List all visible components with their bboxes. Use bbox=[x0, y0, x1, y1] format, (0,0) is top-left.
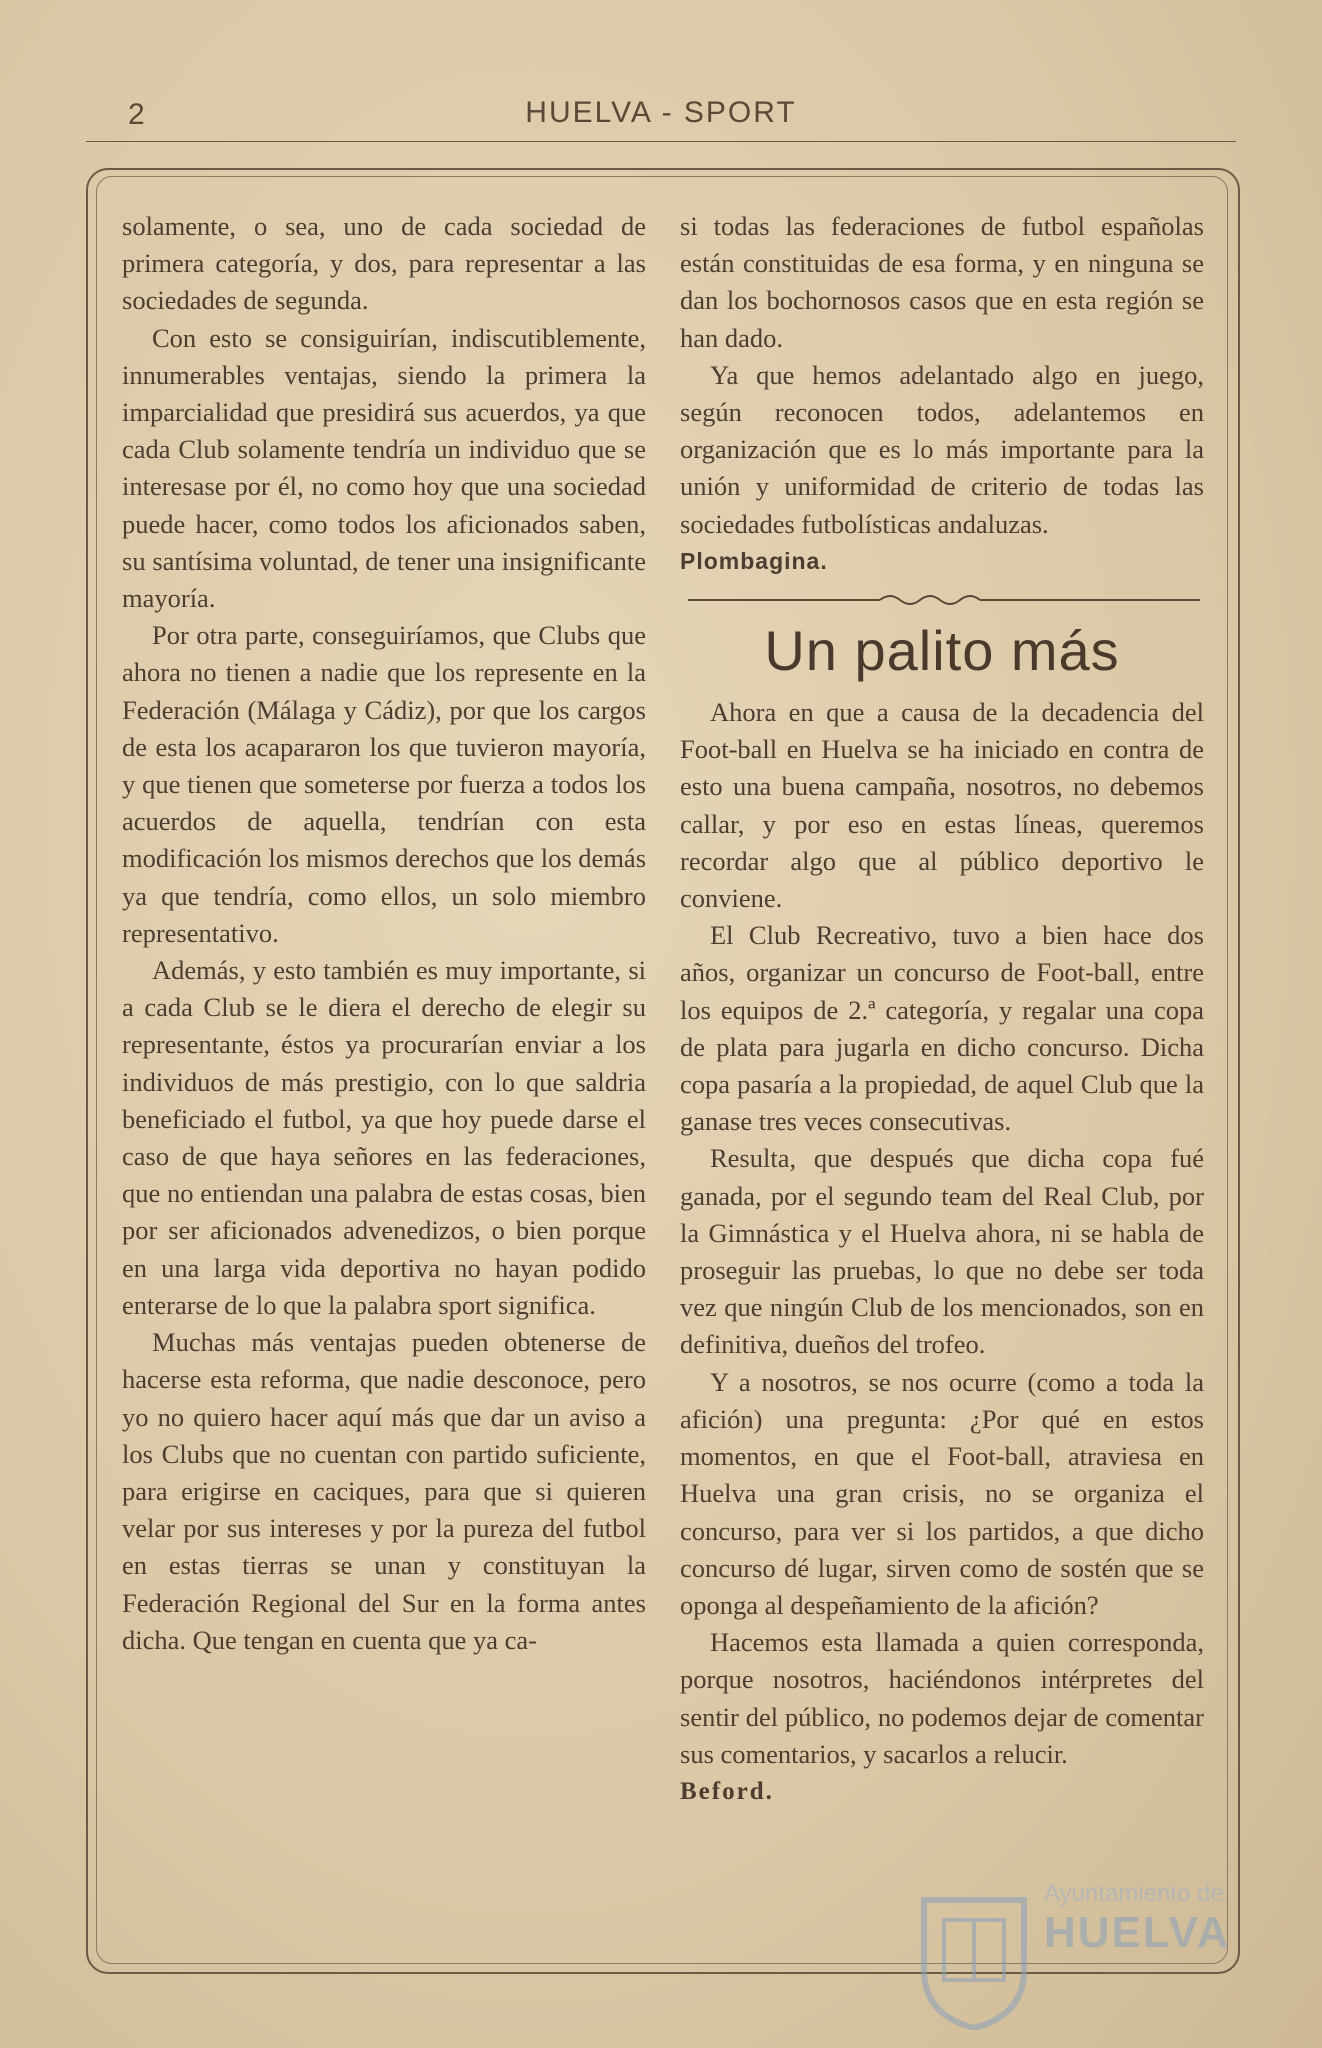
signature-beford: Beford. bbox=[680, 1777, 774, 1805]
right-paragraph: Ya que hemos adelantado algo en juego, según reconocen todos, adelantemos en organización que es lo más importante para la unión y uniformidad de criterio de todas las sociedades futbolísticas andaluzas. bbox=[680, 359, 1204, 539]
right-paragraph: Y a nosotros, se nos ocurre (como a toda la afición) una pregunta: ¿Por qué en estos momentos, en que el Foot-ball, atraviesa en Huelva una gran crisis, no se organiza el concurso, para ver si los partidos, a que dicho concurso dé lugar, sirven como de sostén que se oponga al despeñamiento de la afición? bbox=[680, 1366, 1204, 1620]
archive-watermark bbox=[910, 1880, 1310, 2040]
left-paragraph: Muchas más ventajas pueden obtenerse de hacerse esta reforma, que nadie desconoce, pero yo no quiero hacer aquí más que dar un aviso a los Clubs que no cuentan con partido suficiente, para erigirse en caciques, para que si quieren velar por sus intereses y por la pureza del futbol en estas tierras se unan y constituyan la Federación Regional del Sur en la forma antes dicha. Que tengan en cuenta que ya ca- bbox=[122, 1327, 646, 1655]
right-paragraph: si todas las federaciones de futbol españolas están constituidas de esa forma, y en ninguna se dan los bochornosos casos que en esta región se han dado. bbox=[680, 211, 1204, 353]
watermark-line1: Ayuntamiento de bbox=[1044, 1880, 1224, 1907]
left-paragraph: solamente, o sea, uno de cada sociedad de primera categoría, y dos, para representar a las sociedades de segunda. bbox=[122, 211, 646, 316]
watermark-line2: HUELVA bbox=[1044, 1908, 1231, 1957]
left-column bbox=[122, 208, 646, 1659]
left-paragraph: Además, y esto también es muy importante, si a cada Club se le diera el derecho de elegir su representante, éstos ya procurarían enviar a los individuos de más prestigio, con lo que saldria beneficiado el futbol, ya que hoy puede darse el caso de que haya señores en las federaciones, que no entiendan una palabra de estas cosas, bien por ser aficionados advenedizos, o bien porque en una larga vida deportiva no hayan podido enterarse de lo que la palabra sport significa. bbox=[122, 955, 646, 1320]
right-column bbox=[680, 208, 1204, 1810]
header-rule bbox=[86, 141, 1236, 142]
right-paragraph: Hacemos esta llamada a quien corresponda, porque nosotros, haciéndonos intérpretes del sentir del público, no podemos dejar de comentar sus comentarios, y sacarlos a relucir. bbox=[680, 1627, 1204, 1769]
masthead: HUELVA - SPORT bbox=[525, 96, 797, 129]
coat-of-arms-icon bbox=[914, 1880, 1034, 2030]
signature-plombagina: Plombagina. bbox=[680, 547, 828, 574]
right-paragraph: El Club Recreativo, tuvo a bien hace dos años, organizar un concurso de Foot-ball, entre los equipos de 2.ª categoría, y regalar una copa de plata para jugarla en dicho concurso. Dicha copa pasaría a la propiedad, de aquel Club que la ganase tres veces consecutivas. bbox=[680, 920, 1204, 1137]
article-title: Un palito más bbox=[764, 619, 1120, 683]
ornamental-divider bbox=[680, 586, 1204, 614]
left-paragraph: Con esto se consiguirían, indiscutiblemente, innumerables ventajas, siendo la primera la imparcialidad que presidirá sus acuerdos, ya que cada Club solamente tendría un individuo que se interesase por él, no como hoy que una sociedad puede hacer, como todos los aficionados saben, su santísima voluntad, de tener una insignificante mayoría. bbox=[122, 322, 646, 614]
page-number: 2 bbox=[128, 98, 145, 131]
right-paragraph: Resulta, que después que dicha copa fué ganada, por el segundo team del Real Club, por la Gimnástica y el Huelva ahora, ni se habla de proseguir las pruebas, lo que no debe ser toda vez que ningún Club de los mencionados, son en definitiva, dueños del trofeo. bbox=[680, 1143, 1204, 1360]
right-paragraph: Ahora en que a causa de la decadencia del Foot-ball en Huelva se ha iniciado en contra de esto una buena campaña, nosotros, no debemos callar, y por eso en estas líneas, queremos recordar algo que al público deportivo le conviene. bbox=[680, 697, 1204, 914]
left-paragraph: Por otra parte, conseguiríamos, que Clubs que ahora no tienen a nadie que los represente en la Federación (Málaga y Cádiz), por que los cargos de esta los acapararon los que tuvieron mayoría, y que tienen que someterse por fuerza a todos los acuerdos de aquella, tendrían con esta modificación los mismos derechos que los demás ya que tendría, como ellos, un solo miembro representativo. bbox=[122, 620, 647, 948]
